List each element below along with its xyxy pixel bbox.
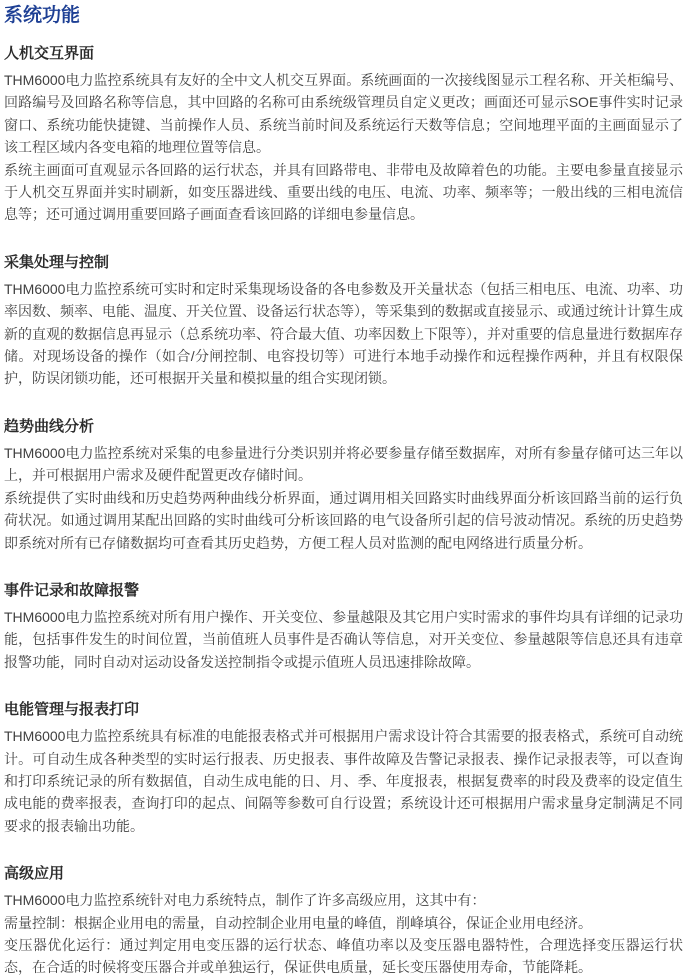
paragraph: 系统提供了实时曲线和历史趋势两种曲线分析界面，通过调用相关回路实时曲线界面分析该回路当前的运行负荷状况。如通过调用某配出回路的实时曲线可分析该回路的电气设备所引起的信号波动情况。系统的历史趋势即系统对所有已存储数据均可查看其历史趋势，方便工程人员对监测的配电网络进行质量分析。 (4, 489, 683, 551)
section-heading: 人机交互界面 (4, 45, 95, 62)
section (4, 38, 683, 226)
section-heading: 电能管理与报表打印 (4, 701, 140, 719)
paragraph: THM6000电力监控系统可实时和定时采集现场设备的各电参数及开关量状态（包括三相电压、电流、功率、功率因数、频率、电能、温度、开关位置、设备运行状态等），等采集到的数据或直接显示、或通过统计计算生成新的直观的数据信息再显示（总系统功率、符合最大值、功率因数上下限等），并对重要的信息量进行数据库存储。对现场设备的操作（如合/分闸控制、电容投切等）可进行本地手动操作和远程操作两种，并且有权限保护，防误闭锁功能，还可根据开关量和模拟量的组合实现闭锁。 (4, 280, 683, 387)
paragraph: THM6000电力监控系统针对电力系统特点，制作了许多高级应用，这其中有： (4, 892, 486, 909)
section-heading: 趋势曲线分析 (4, 417, 95, 435)
paragraph: 需量控制：根据企业用电的需量，自动控制企业用电量的峰值，削峰填谷，保证企业用电经济。 (4, 914, 592, 931)
section (4, 837, 683, 979)
paragraph: THM6000电力监控系统对采集的电参量进行分类识别并将必要参量存储至数据库，对所有参量存储可达三年以上，并可根据用户需求及硬件配置更改存储时间。 (4, 444, 683, 484)
section-heading: 高级应用 (4, 865, 65, 883)
paragraph: 变压器优化运行：通过判定用电变压器的运行状态、峰值功率以及变压器电器特性，合理选择变压器运行状态，在合适的时候将变压器合并或单独运行，保证供电质量，延长变压器使用寿命，节能降耗。 (4, 936, 683, 976)
paragraph: THM6000电力监控系统具有标准的电能报表格式并可根据用户需求设计符合其需要的报表格式，系统可自动统计。可自动生成各种类型的实时运行报表、历史报表、事件故障及告警记录报表、操作记录报表等，可以查询和打印系统记录的所有数据值，自动生成电能的日、月、季、年度报表，根据复费率的时段及费率的设定值生成电能的费率报表，查询打印的起点、间隔等参数可自行设置；系统设计还可根据用户需求量身定制满足不同要求的报表输出功能。 (4, 728, 683, 834)
section (4, 673, 683, 837)
section (4, 390, 683, 554)
paragraph: THM6000电力监控系统对所有用户操作、开关变位、参量越限及其它用户实时需求的事件均具有详细的记录功能，包括事件发生的时间位置，当前值班人员事件是否确认等信息，对开关变位、参量越限等信息还具有违章报警功能，同时自动对运动设备发送控制指令或提示值班人员迅速排除故障。 (4, 608, 683, 670)
page-title: 系统功能 (4, 5, 81, 26)
section (4, 554, 683, 673)
paragraph: 系统主画面可直观显示各回路的运行状态，并具有回路带电、非带电及故障着色的功能。主要电参量直接显示于人机交互界面并实时刷新，如变压器进线、重要出线的电压、电流、功率、频率等；一般出线的三相电流信息等；还可通过调用重要回路子画面查看该回路的详细电参量信息。 (4, 161, 683, 223)
section-heading: 采集处理与控制 (4, 253, 110, 271)
paragraph: THM6000电力监控系统具有友好的全中文人机交互界面。系统画面的一次接线图显示工程名称、开关柜编号、回路编号及回路名称等信息，其中回路的名称可由系统级管理员自定义更改；画面还可显示SOE事件实时记录窗口、系统功能快捷键、当前操作人员、系统当前时间及系统运行天数等信息；空间地理平面的主画面显示了该工程区域内各变电箱的地理位置等信息。 (4, 72, 683, 156)
section (4, 226, 683, 390)
section-heading: 事件记录和故障报警 (4, 581, 140, 599)
sections-container (4, 38, 683, 979)
